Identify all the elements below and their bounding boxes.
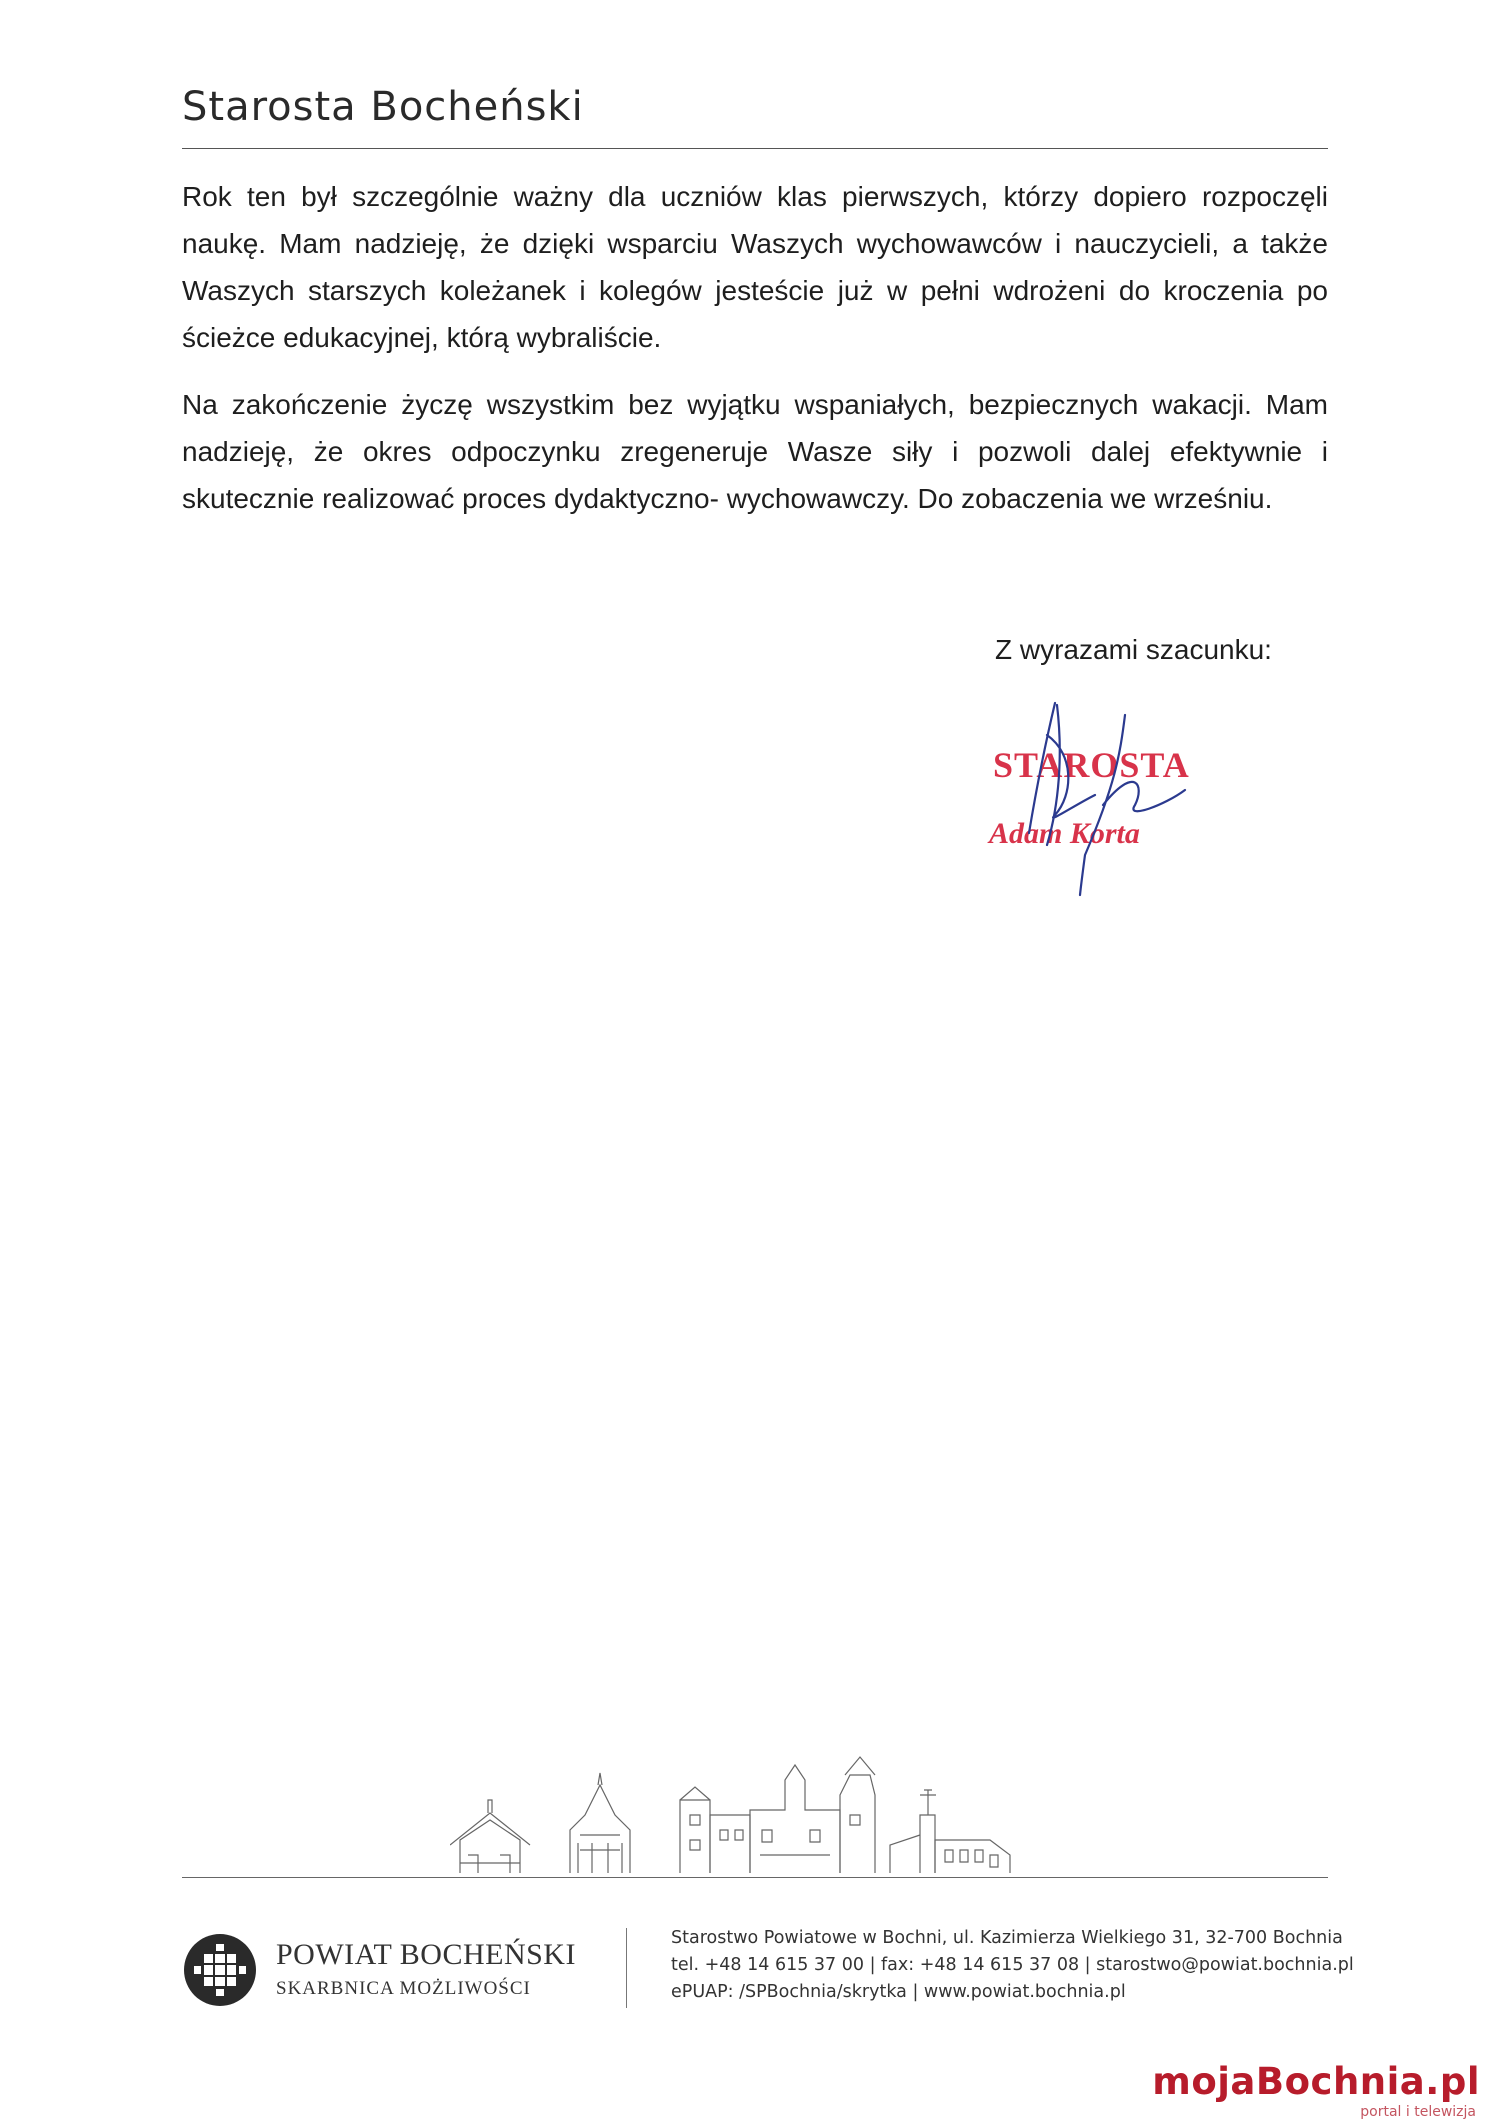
footer-divider (182, 1877, 1328, 1878)
contact-phone-email: tel. +48 14 615 37 00 | fax: +48 14 615 37 08 | starostwo@powiat.bochnia.pl (671, 1955, 1354, 1975)
svg-text:STAROSTA: STAROSTA (993, 745, 1190, 785)
header-divider (182, 148, 1328, 149)
svg-text:Adam Korta: Adam Korta (989, 817, 1140, 850)
town-skyline-illustration (450, 1755, 1050, 1875)
brand-tagline: SKARBNICA MOŻLIWOŚCI (276, 1978, 531, 1999)
contact-epuap-web: ePUAP: /SPBochnia/skrytka | www.powiat.bochnia.pl (671, 1982, 1126, 2002)
powiat-logo (182, 1932, 258, 2008)
watermark-logo: mojaBochnia.pl (1152, 2060, 1480, 2103)
signature-stamp (985, 695, 1225, 905)
watermark (1152, 2060, 1480, 2122)
contact-address: Starostwo Powiatowe w Bochni, ul. Kazimierza Wielkiego 31, 32-700 Bochnia (671, 1928, 1343, 1948)
letter-body (182, 173, 1328, 542)
closing-salutation: Z wyrazami szacunku: (995, 634, 1272, 665)
paragraph: Na zakończenie życzę wszystkim bez wyjątku wspaniałych, bezpiecznych wakacji. Mam nadzieję, że okres odpoczynku zregeneruje Wasze siły i pozwoli dalej efektywnie i skutecznie realizować proces dydaktyczno- wychowawczy. Do zobaczenia we wrześniu. (182, 389, 1328, 514)
footer-vertical-divider (626, 1928, 627, 2008)
brand-name: POWIAT BOCHEŃSKI (276, 1938, 576, 1971)
contact-info (671, 1925, 1354, 2006)
page-title: Starosta Bocheński (182, 84, 584, 130)
paragraph: Rok ten był szczególnie ważny dla uczniów klas pierwszych, którzy dopiero rozpoczęli naukę. Mam nadzieję, że dzięki wsparciu Waszych wychowawców i nauczycieli, a także Waszych starszych koleżanek i kolegów jesteście już w pełni wdrożeni do kroczenia po ścieżce edukacyjnej, którą wybraliście. (182, 181, 1328, 353)
watermark-tagline: portal i telewizja (1360, 2104, 1476, 2120)
